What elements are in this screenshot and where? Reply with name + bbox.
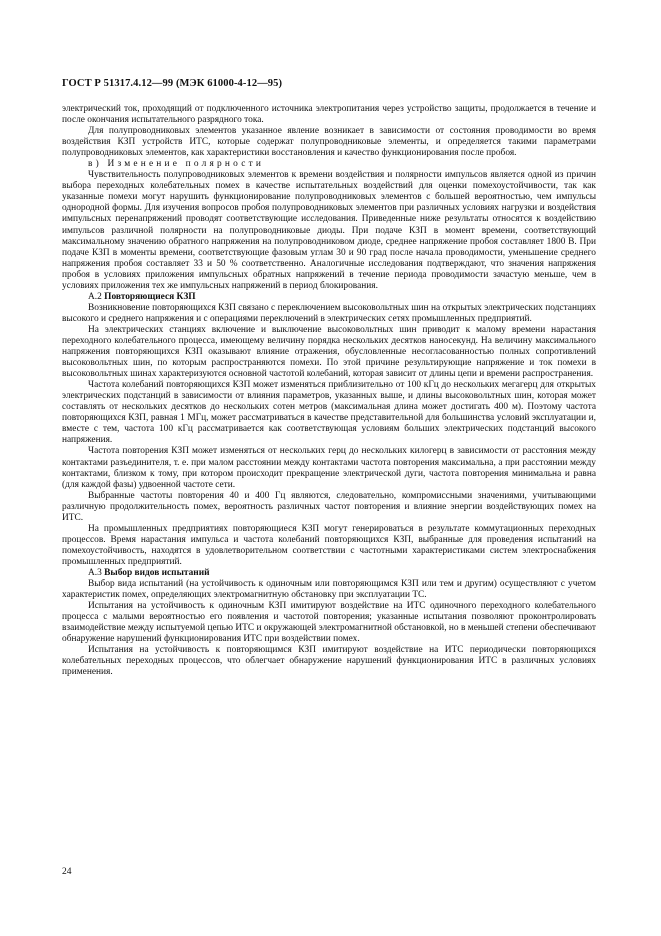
section-number: А.3 [88,567,102,578]
section-title: Повторяющиеся КЗП [104,291,196,302]
paragraph: Чувствительность полупроводниковых элементов к времени воздействия и полярности импульсов является одной из причин выбора переходных колебательных помех в качестве испытательных воздействий для оценки помехоустойчивости, так как указанные помехи могут нарушить функционирование полупроводниковых элементов с большей вероятностью, чем импульсы однородной формы. Для изучения вопросов пробоя полупроводниковых элементов при различных условиях нагрузки и воздействия импульсных перенапряжений проводят соответствующие исследования. Приведенные ниже результаты относятся к воздействию импульсов различной полярности на полупроводниковые диоды. При подаче КЗП в момент времени, соответствующий максимальному значению обратного напряжения на полупроводниковом диоде, среднее напряжение пробоя составляет 1800 В. При подаче КЗП в моменты времени, соответствующие фазовым углам 30 и 90 град после начала проводимости, уменьшение среднего напряжения пробоя составляет 33 и 50 % соответственно. Аналогичные исследования подтверждают, что значения напряжения пробоя в условиях приложения импульсных обратных напряжений в течение периода проводимости зачастую меньше, чем в условиях приложения тех же импульсных напряжений в период блокирования. [62,170,596,291]
section-heading-a2 [62,292,596,303]
paragraph: Частота колебаний повторяющихся КЗП может изменяться приблизительно от 100 кГц до нескольких мегагерц для открытых электрических подстанций в зависимости от влияния параметров, указанных выше, и длины высоковольтных шин, которая может составлять от нескольких десятков до нескольких сотен метров (максимальная длина может достигать 400 м). Поэтому частота повторяющихся КЗП, равная 1 МГц, может рассматриваться в качестве представительной для большинства условий эксплуатации и, вместе с тем, частота 100 кГц рассматривается как соответствующая условиям больших электрических подстанций высокого напряжения. [62,380,596,446]
paragraph: Испытания на устойчивость к одиночным КЗП имитируют воздействие на ИТС одиночного переходного колебательного процесса с малыми вероятностью его появления и частотой повторения; указанные испытания позволяют проконтролировать взаимодействие между испытуемой цепью ИТС и окружающей электромагнитной обстановкой, но в меньшей степени обеспечивают обнаружение нарушений функционирования ИТС при воздействии помех. [62,601,596,645]
section-title: Выбор видов испытаний [104,567,210,578]
section-heading-a3 [62,568,596,579]
paragraph: электрический ток, проходящий от подключенного источника электропитания через устройство защиты, продолжается в течение и после окончания испытательного разрядного тока. [62,104,596,126]
paragraph: Выбор вида испытаний (на устойчивость к одиночным или повторяющимся КЗП или тем и другим) осуществляют с учетом характеристик помех, определяющих электромагнитную обстановку при эксплуатации ТС. [62,579,596,601]
paragraph: Возникновение повторяющихся КЗП связано с переключением высоковольтных шин на открытых электрических подстанциях высокого и среднего напряжения и с операциями переключений в электрических сетях промышленных предприятий. [62,302,596,324]
subsection-heading-polarity: в) Изменение полярности [88,159,265,170]
section-number: А.2 [88,291,102,302]
paragraph: На электрических станциях включение и выключение высоковольтных шин приводит к малому времени нарастания переходного колебательного процесса, имеющему величину порядка нескольких десятков наносекунд. На величину максимального напряжения повторяющихся КЗП оказывают влияние отражения, обусловленные несогласованностью полных сопротивлений высоковольтных шин, по которым распространяются помехи. По этой причине результирующие напряжение и ток помехи в высоковольтных шинах характеризуются основной частотой колебаний, которая зависит от длины цепи и времени распространения. [62,324,596,380]
document-body [62,104,596,678]
paragraph: Выбранные частоты повторения 40 и 400 Гц являются, следовательно, компромиссными значениями, учитывающими различную продолжительность помех, вероятность различных частот повторения и влияние энергии воздействующих помех на ИТС. [62,490,596,523]
document-header: ГОСТ Р 51317.4.12—99 (МЭК 61000-4-12—95) [62,78,283,89]
page-number: 24 [62,867,72,877]
paragraph: Частота повторения КЗП может изменяться от нескольких герц до нескольких килогерц в зависимости от расстояния между контактами разъединителя, т. е. при малом расстоянии между контактами частота повторения максимальна, а при расстоянии между контактами, близком к тому, при котором происходит прекращение электрической дуги, частота повторения минимальна и равна (для каждой фазы) удвоенной частоте сети. [62,446,596,490]
paragraph: Испытания на устойчивость к повторяющимся КЗП имитируют воздействие на ИТС периодически повторяющихся колебательных переходных процессов, что облегчает обнаружение нарушений функционирования ИТС в различных условиях применения. [62,645,596,678]
paragraph: Для полупроводниковых элементов указанное явление возникает в зависимости от состояния проводимости во время воздействия КЗП устройств ИТС, которые содержат полупроводниковые элементы, и определяется такими параметрами полупроводниковых элементов, как характеристики восстановления и качество функционирования после пробоя. [62,126,596,159]
paragraph: На промышленных предприятиях повторяющиеся КЗП могут генерироваться в результате коммутационных переходных процессов. Время нарастания импульса и частота колебаний повторяющихся КЗП, выбранные для проведения испытаний на помехоустойчивость, находятся в удовлетворительном соответствии с частотными характеристиками систем электроснабжения промышленных предприятий. [62,523,596,567]
